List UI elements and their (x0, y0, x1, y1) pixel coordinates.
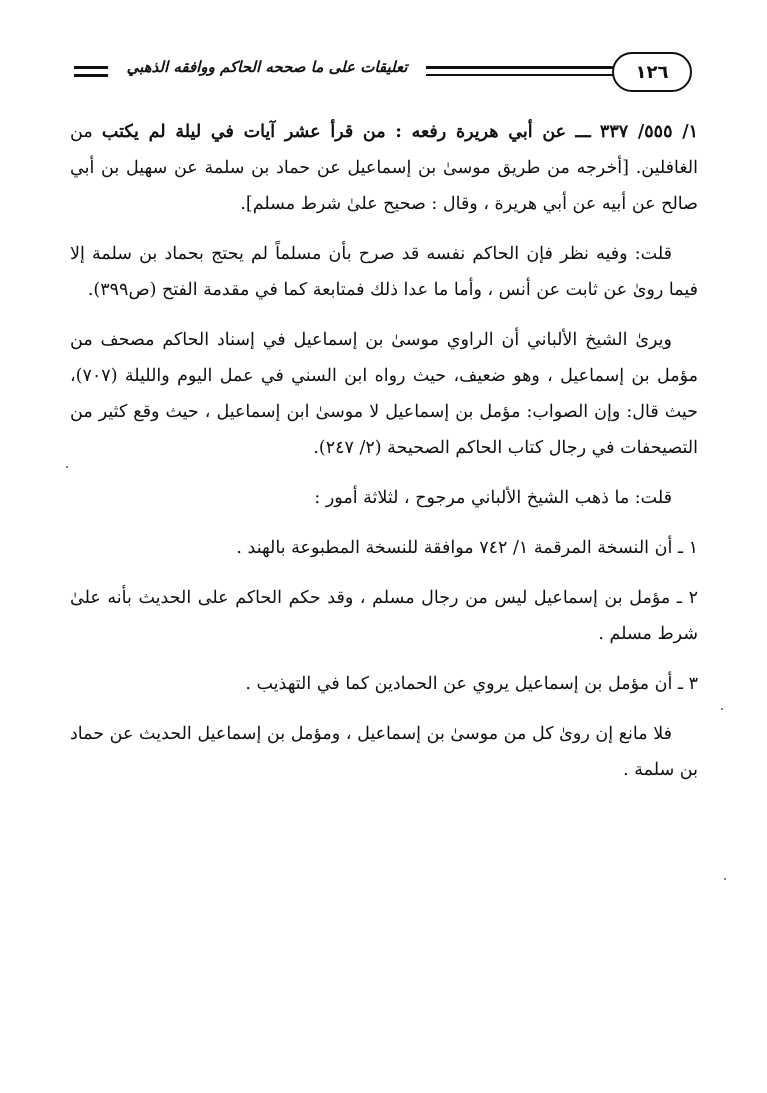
paragraph-critique: قلت: وفيه نظر فإن الحاكم نفسه قد صرح بأن مسلماً لم يحتج بحماد بن سلمة إلا فيما روىٰ عن ثابت عن أنس ، وأما ما عدا ذلك فمتابعة كما في مقدمة الفتح (ص٣٩٩). (70, 244, 698, 300)
header-rule-left-bottom (74, 74, 108, 77)
hadith-dash: ـــ (575, 122, 591, 142)
list-item (70, 666, 698, 702)
page-number-badge (612, 52, 692, 92)
page-number: ١٢٦ (635, 61, 669, 83)
hadith-entry (70, 114, 698, 222)
header-rule-middle-top (426, 66, 616, 69)
page-body (70, 114, 698, 802)
list-item-number: ٣ ـ (677, 674, 698, 694)
list-item-text: مؤمل بن إسماعيل ليس من رجال مسلم ، وقد حكم الحاكم على الحديث بأنه علىٰ شرط مسلم . (70, 588, 698, 644)
running-title: تعليقات على ما صححه الحاكم ووافقه الذهبي (126, 58, 408, 76)
hadith-text: من الغافلين. [أخرجه من طريق موسىٰ بن إسماعيل عن حماد بن سلمة عن سهيل بن أبي صالح عن أبيه عن أبي هريرة ، وقال : صحيح علىٰ شرط مسلم]. (70, 122, 698, 214)
scan-speck (724, 878, 726, 880)
list-item-text: أن النسخة المرقمة ١/ ٧٤٢ موافقة للنسخة المطبوعة بالهند . (236, 538, 673, 558)
page-header (74, 52, 694, 96)
list-item (70, 530, 698, 566)
hadith-lead-text: عن أبي هريرة رفعه : من قرأ عشر آيات في ليلة لم يكتب (101, 122, 567, 142)
list-item (70, 580, 698, 652)
paragraph-albani-view: ويرىٰ الشيخ الألباني أن الراوي موسىٰ بن إسماعيل في إسناد الحاكم مصحف من مؤمل بن إسماعيل ، وهو ضعيف، حيث رواه ابن السني في عمل اليوم والليلة (٧٠٧)، حيث قال: وإن الصواب: مؤمل بن إسماعيل لا موسىٰ ابن إسماعيل ، حيث وقع كثير من التصيحفات في رجال كتاب الحاكم الصحيحة (٢/ ٢٤٧). (70, 330, 698, 458)
list-item-number: ٢ ـ (676, 588, 698, 608)
hadith-reference-numbers: ١/ ٥٥٥/ ٣٣٧ (599, 122, 699, 142)
scan-speck (721, 708, 723, 710)
paragraph-response-intro: قلت: ما ذهب الشيخ الألباني مرجوح ، لثلاثة أمور : (314, 488, 672, 508)
paragraph-conclusion: فلا مانع إن روىٰ كل من موسىٰ بن إسماعيل ، ومؤمل بن إسماعيل الحديث عن حماد بن سلمة . (70, 724, 698, 780)
list-item-text: أن مؤمل بن إسماعيل يروي عن الحمادين كما في التهذيب . (245, 674, 673, 694)
header-rule-middle-bottom (426, 74, 616, 76)
scan-speck (66, 466, 68, 468)
list-item-number: ١ ـ (677, 538, 698, 558)
header-rule-left-top (74, 66, 108, 69)
